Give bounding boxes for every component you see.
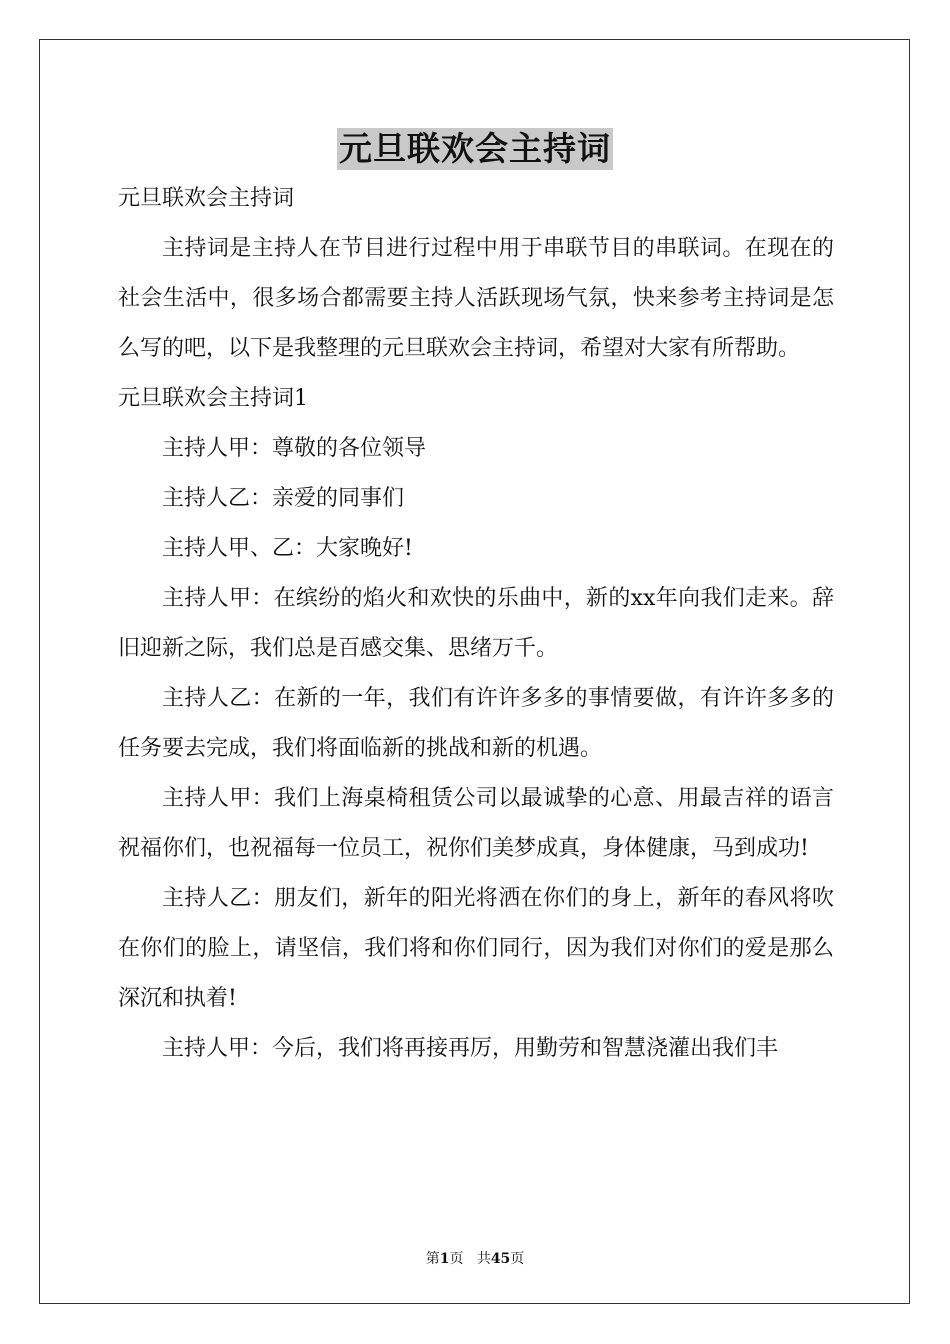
dialogue-paragraph: 主持人甲：今后，我们将再接再厉，用勤劳和智慧浇灌出我们丰 xyxy=(162,1036,779,1061)
document-subtitle: 元旦联欢会主持词 xyxy=(118,186,295,211)
page-number: 1 xyxy=(439,1251,450,1267)
page-prefix: 第 xyxy=(425,1251,440,1267)
page-suffix: 页 xyxy=(449,1251,464,1267)
total-suffix: 页 xyxy=(510,1251,525,1267)
dialogue-paragraph: 主持人甲：在缤纷的焰火和欢快的乐曲中，新的xx年向我们走来。辞旧迎新之际，我们总是百感交集、思绪万千。 xyxy=(118,586,834,661)
title-container xyxy=(0,128,950,170)
total-prefix: 共 xyxy=(476,1251,491,1267)
section-heading: 元旦联欢会主持词1 xyxy=(118,386,308,411)
dialogue-paragraph: 主持人甲、乙：大家晚好! xyxy=(162,536,413,561)
intro-paragraph: 主持词是主持人在节目进行过程中用于串联节目的串联词。在现在的社会生活中，很多场合都需要主持人活跃现场气氛，快来参考主持词是怎么写的吧，以下是我整理的元旦联欢会主持词，希望对大家有所帮助。 xyxy=(118,236,834,361)
dialogue-paragraph: 主持人乙：在新的一年，我们有许许多多的事情要做，有许许多多的任务要去完成，我们将面临新的挑战和新的机遇。 xyxy=(118,686,834,761)
dialogue-paragraph: 主持人甲：我们上海桌椅租赁公司以最诚挚的心意、用最吉祥的语言祝福你们，也祝福每一位员工，祝你们美梦成真，身体健康，马到成功! xyxy=(118,786,834,861)
document-title: 元旦联欢会主持词 xyxy=(339,129,611,168)
document-body xyxy=(118,174,834,1074)
dialogue-paragraph: 主持人甲：尊敬的各位领导 xyxy=(162,436,427,461)
dialogue-paragraph: 主持人乙：亲爱的同事们 xyxy=(162,486,405,511)
total-pages: 45 xyxy=(490,1251,511,1267)
dialogue-paragraph: 主持人乙：朋友们，新年的阳光将洒在你们的身上，新年的春风将吹在你们的脸上，请坚信，我们将和你们同行，因为我们对你们的爱是那么深沉和执着! xyxy=(118,886,834,1011)
page-footer xyxy=(0,1248,950,1268)
